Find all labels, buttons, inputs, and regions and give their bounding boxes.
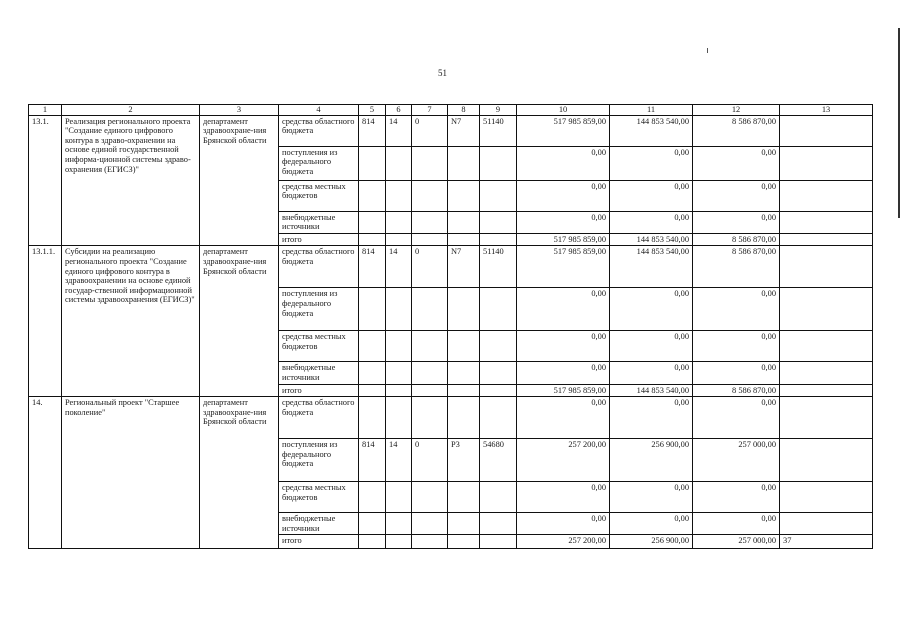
code-cell: [412, 233, 448, 246]
code-cell: [448, 211, 480, 233]
code-cell: [359, 288, 386, 331]
column-header: 1: [29, 105, 62, 116]
code-cell: [359, 513, 386, 535]
amount-cell: 0,00: [693, 482, 780, 513]
table-row: [29, 246, 873, 288]
code-cell: [480, 146, 517, 180]
code-cell: [448, 535, 480, 549]
code-cell: [386, 233, 412, 246]
code-cell: 814: [359, 246, 386, 288]
amount-cell: 257 000,00: [693, 439, 780, 482]
amount-cell: 0,00: [517, 180, 610, 211]
code-cell: [480, 233, 517, 246]
note-cell: [780, 362, 873, 384]
code-cell: [386, 397, 412, 439]
code-cell: 814: [359, 439, 386, 482]
budget-table: [28, 104, 873, 549]
code-cell: [359, 180, 386, 211]
code-cell: [480, 362, 517, 384]
note-cell: [780, 439, 873, 482]
funding-source: средства областного бюджета: [279, 397, 359, 439]
note-cell: [780, 288, 873, 331]
amount-cell: 0,00: [610, 513, 693, 535]
amount-cell: 0,00: [610, 288, 693, 331]
amount-cell: 0,00: [693, 211, 780, 233]
code-cell: [412, 535, 448, 549]
item-name: Субсидии на реализацию регионального проекта "Создание единого цифрового контура в здравоохранении на основе единой государ-ственной информационной системы здравоохранения (ЕГИСЗ)": [62, 246, 200, 397]
item-executor: департамент здравоохране-ния Брянской области: [200, 397, 279, 549]
column-header-row: [29, 105, 873, 116]
amount-cell: 0,00: [693, 513, 780, 535]
amount-cell: 0,00: [517, 482, 610, 513]
code-cell: [386, 211, 412, 233]
code-cell: [480, 482, 517, 513]
column-header: 3: [200, 105, 279, 116]
amount-cell: 144 853 540,00: [610, 233, 693, 246]
code-cell: 54680: [480, 439, 517, 482]
code-cell: [386, 482, 412, 513]
note-cell: [780, 482, 873, 513]
funding-source: средства местных бюджетов: [279, 180, 359, 211]
code-cell: [448, 397, 480, 439]
code-cell: 14: [386, 439, 412, 482]
funding-source: средства областного бюджета: [279, 115, 359, 146]
scan-edge-line: [898, 28, 900, 218]
code-cell: [386, 535, 412, 549]
code-cell: [448, 331, 480, 362]
amount-cell: 144 853 540,00: [610, 384, 693, 397]
note-cell: [780, 146, 873, 180]
code-cell: [480, 180, 517, 211]
code-cell: [412, 331, 448, 362]
code-cell: [359, 362, 386, 384]
amount-cell: 517 985 859,00: [517, 115, 610, 146]
code-cell: [412, 288, 448, 331]
note-cell: [780, 211, 873, 233]
column-header: 9: [480, 105, 517, 116]
funding-source: поступления из федерального бюджета: [279, 288, 359, 331]
code-cell: [359, 397, 386, 439]
column-header: 4: [279, 105, 359, 116]
funding-source: средства местных бюджетов: [279, 331, 359, 362]
code-cell: [448, 384, 480, 397]
code-cell: [448, 482, 480, 513]
amount-cell: 0,00: [610, 211, 693, 233]
amount-cell: 0,00: [610, 482, 693, 513]
code-cell: [359, 482, 386, 513]
code-cell: [359, 211, 386, 233]
code-cell: [386, 513, 412, 535]
amount-cell: 0,00: [693, 146, 780, 180]
code-cell: [359, 233, 386, 246]
table-row: [29, 397, 873, 439]
code-cell: [386, 362, 412, 384]
code-cell: 14: [386, 115, 412, 146]
funding-source: внебюджетные источники: [279, 513, 359, 535]
code-cell: 0: [412, 246, 448, 288]
code-cell: [359, 535, 386, 549]
code-cell: N7: [448, 246, 480, 288]
note-cell: [780, 233, 873, 246]
note-cell: [780, 115, 873, 146]
code-cell: [448, 146, 480, 180]
page-number: 51: [438, 68, 447, 78]
amount-cell: 8 586 870,00: [693, 384, 780, 397]
code-cell: [448, 233, 480, 246]
column-header: 12: [693, 105, 780, 116]
amount-cell: 517 985 859,00: [517, 384, 610, 397]
item-name: Реализация регионального проекта "Создание единого цифрового контура в здраво-охранении на основе единой государственной информа-ционной системы здраво-охранения (ЕГИСЗ)": [62, 115, 200, 246]
amount-cell: 0,00: [610, 397, 693, 439]
amount-cell: 0,00: [610, 180, 693, 211]
funding-source: итого: [279, 233, 359, 246]
table-row: [29, 115, 873, 146]
amount-cell: 0,00: [517, 211, 610, 233]
code-cell: [480, 513, 517, 535]
code-cell: 51140: [480, 115, 517, 146]
code-cell: [412, 384, 448, 397]
code-cell: [448, 180, 480, 211]
code-cell: [480, 384, 517, 397]
code-cell: [359, 384, 386, 397]
code-cell: N7: [448, 115, 480, 146]
code-cell: [412, 397, 448, 439]
column-header: 8: [448, 105, 480, 116]
note-cell: [780, 331, 873, 362]
amount-cell: 0,00: [693, 180, 780, 211]
amount-cell: 0,00: [610, 331, 693, 362]
item-name: Региональный проект "Старшее поколение": [62, 397, 200, 549]
code-cell: 0: [412, 115, 448, 146]
funding-source: средства областного бюджета: [279, 246, 359, 288]
code-cell: [480, 397, 517, 439]
item-executor: департамент здравоохране-ния Брянской области: [200, 246, 279, 397]
code-cell: [480, 535, 517, 549]
amount-cell: 0,00: [693, 362, 780, 384]
funding-source: внебюджетные источники: [279, 211, 359, 233]
code-cell: [480, 211, 517, 233]
funding-source: поступления из федерального бюджета: [279, 439, 359, 482]
code-cell: [412, 211, 448, 233]
amount-cell: 0,00: [517, 513, 610, 535]
code-cell: [412, 180, 448, 211]
amount-cell: 0,00: [610, 146, 693, 180]
item-number: 13.1.1.: [29, 246, 62, 397]
note-cell: [780, 180, 873, 211]
item-number: 13.1.: [29, 115, 62, 246]
amount-cell: 0,00: [693, 288, 780, 331]
code-cell: [386, 384, 412, 397]
funding-source: внебюджетные источники: [279, 362, 359, 384]
amount-cell: 0,00: [517, 146, 610, 180]
amount-cell: 517 985 859,00: [517, 233, 610, 246]
code-cell: [412, 482, 448, 513]
code-cell: 14: [386, 246, 412, 288]
amount-cell: 0,00: [517, 362, 610, 384]
funding-source: итого: [279, 535, 359, 549]
code-cell: [448, 362, 480, 384]
code-cell: [448, 513, 480, 535]
code-cell: [412, 146, 448, 180]
code-cell: [386, 146, 412, 180]
note-cell: [780, 513, 873, 535]
column-header: 13: [780, 105, 873, 116]
code-cell: 814: [359, 115, 386, 146]
note-cell: [780, 397, 873, 439]
amount-cell: 257 200,00: [517, 439, 610, 482]
code-cell: [448, 288, 480, 331]
amount-cell: 144 853 540,00: [610, 115, 693, 146]
amount-cell: 0,00: [693, 331, 780, 362]
code-cell: [412, 362, 448, 384]
amount-cell: 257 000,00: [693, 535, 780, 549]
item-number: 14.: [29, 397, 62, 549]
code-cell: [359, 146, 386, 180]
column-header: 5: [359, 105, 386, 116]
note-cell: [780, 246, 873, 288]
amount-cell: 0,00: [517, 331, 610, 362]
code-cell: [480, 288, 517, 331]
amount-cell: 8 586 870,00: [693, 246, 780, 288]
code-cell: [386, 331, 412, 362]
code-cell: [359, 331, 386, 362]
note-cell: 37: [780, 535, 873, 549]
code-cell: 51140: [480, 246, 517, 288]
funding-source: средства местных бюджетов: [279, 482, 359, 513]
amount-cell: 8 586 870,00: [693, 233, 780, 246]
note-cell: [780, 384, 873, 397]
item-executor: департамент здравоохране-ния Брянской области: [200, 115, 279, 246]
code-cell: [480, 331, 517, 362]
amount-cell: 517 985 859,00: [517, 246, 610, 288]
amount-cell: 0,00: [517, 288, 610, 331]
amount-cell: 0,00: [610, 362, 693, 384]
code-cell: [386, 288, 412, 331]
column-header: 10: [517, 105, 610, 116]
amount-cell: 0,00: [693, 397, 780, 439]
column-header: 2: [62, 105, 200, 116]
column-header: 7: [412, 105, 448, 116]
column-header: 6: [386, 105, 412, 116]
amount-cell: 0,00: [517, 397, 610, 439]
code-cell: [386, 180, 412, 211]
amount-cell: 257 200,00: [517, 535, 610, 549]
column-header: 11: [610, 105, 693, 116]
funding-source: итого: [279, 384, 359, 397]
code-cell: 0: [412, 439, 448, 482]
code-cell: [412, 513, 448, 535]
amount-cell: 256 900,00: [610, 439, 693, 482]
amount-cell: 256 900,00: [610, 535, 693, 549]
amount-cell: 8 586 870,00: [693, 115, 780, 146]
amount-cell: 144 853 540,00: [610, 246, 693, 288]
code-cell: P3: [448, 439, 480, 482]
scan-mark: [707, 48, 708, 53]
funding-source: поступления из федерального бюджета: [279, 146, 359, 180]
